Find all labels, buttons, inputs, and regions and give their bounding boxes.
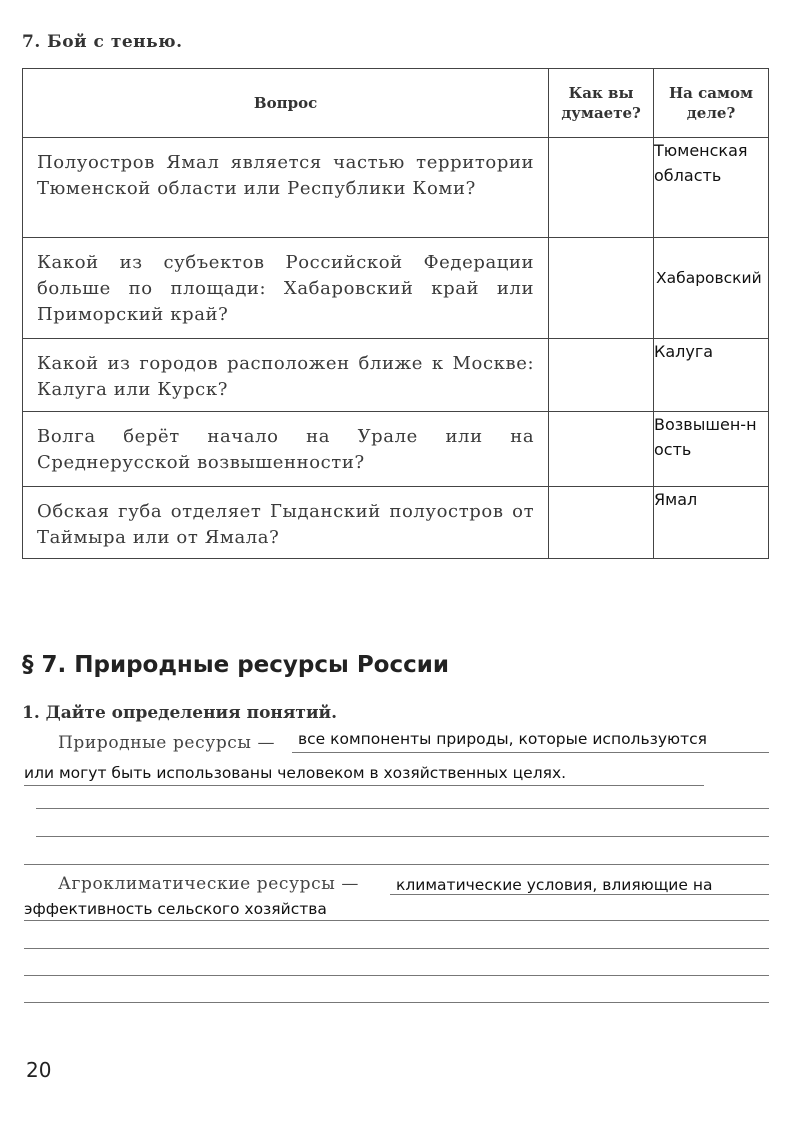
answer-natural-line1[interactable]: все компоненты природы, которые используются (298, 730, 707, 748)
answer-cell[interactable]: Ямал (654, 487, 769, 559)
think-cell[interactable] (549, 238, 654, 339)
question-text: Какой из городов расположен ближе к Москве: Калуга или Курск? (37, 353, 535, 400)
answer-line (24, 785, 704, 786)
answer-line (390, 894, 769, 895)
think-cell[interactable] (549, 487, 654, 559)
answer-line (24, 1002, 769, 1003)
table-row (23, 238, 769, 339)
table-row (23, 339, 769, 412)
question-cell (23, 339, 549, 412)
question-cell (23, 238, 549, 339)
header-question: Вопрос (23, 69, 549, 138)
task-7-title: 7. Бой с тенью. (22, 32, 183, 52)
answer-line (36, 836, 769, 837)
answer-line (24, 975, 769, 976)
term-agroclimatic-resources: Агроклиматические ресурсы — (58, 874, 359, 894)
section-title: § 7. Природные ресурсы России (22, 652, 449, 678)
table-header-row (23, 69, 769, 138)
answer-cell[interactable]: Тюменская область (654, 138, 769, 238)
question-cell (23, 487, 549, 559)
header-real: На самом деле? (654, 69, 769, 138)
question-text: Волга берёт начало на Урале или на Среднерусской возвышенности? (37, 426, 535, 473)
header-think: Как вы думаете? (549, 69, 654, 138)
table-row (23, 487, 769, 559)
task-1-title: 1. Дайте определения понятий. (22, 703, 338, 723)
quiz-table (22, 68, 769, 559)
answer-agroclimatic-line1[interactable]: климатические условия, влияющие на (396, 876, 713, 894)
answer-line (24, 920, 769, 921)
table-row (23, 412, 769, 487)
answer-natural-line2[interactable]: или могут быть использованы человеком в хозяйственных целях. (24, 764, 567, 782)
answer-line (24, 948, 769, 949)
answer-line (292, 752, 769, 753)
answer-agroclimatic-line2[interactable]: эффективность сельского хозяйства (24, 900, 327, 918)
think-cell[interactable] (549, 138, 654, 238)
question-text: Обская губа отделяет Гыданский полуостров от Таймыра или от Ямала? (37, 501, 535, 548)
page-number: 20 (26, 1058, 52, 1082)
answer-cell[interactable]: Калуга (654, 339, 769, 412)
answer-cell[interactable]: Возвышен-ность (654, 412, 769, 487)
think-cell[interactable] (549, 339, 654, 412)
question-cell (23, 412, 549, 487)
table-row (23, 138, 769, 238)
question-cell (23, 138, 549, 238)
term-natural-resources: Природные ресурсы — (58, 733, 276, 753)
answer-line (24, 864, 769, 865)
think-cell[interactable] (549, 412, 654, 487)
question-text: Полуостров Ямал является частью территории Тюменской области или Республики Коми? (37, 152, 535, 199)
answer-line (36, 808, 769, 809)
question-text: Какой из субъектов Российской Федерации больше по площади: Хабаровский край или Приморский край? (37, 252, 535, 325)
answer-cell[interactable]: Хабаровский (654, 238, 769, 339)
